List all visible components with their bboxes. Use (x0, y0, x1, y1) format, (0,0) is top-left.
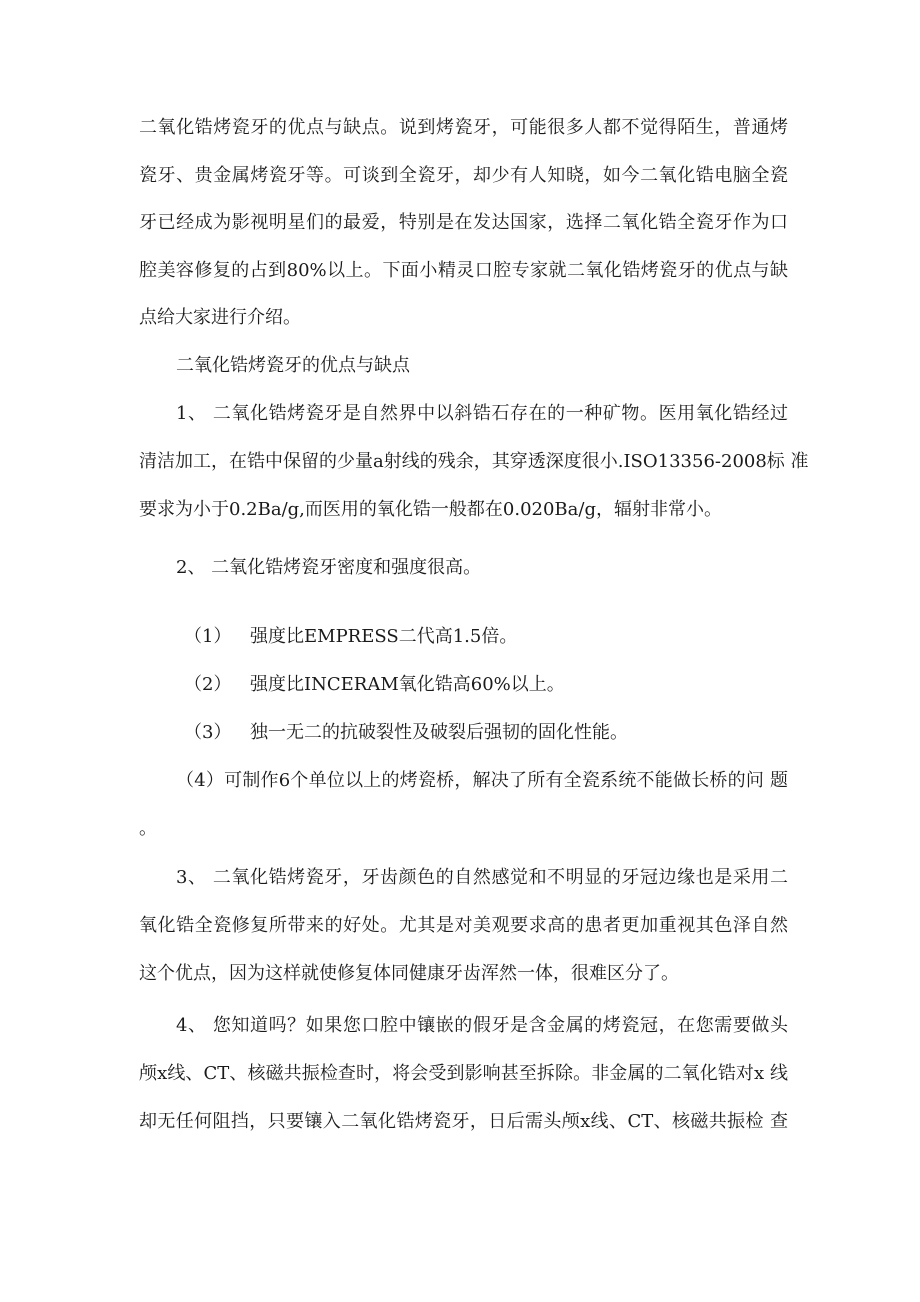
text-line: 3、 二氧化锆烤瓷牙，牙齿颜色的自然感觉和不明显的牙冠边缘也是采用二 (176, 867, 788, 888)
text-line: 颅x线、CT、核磁共振检查时，将会受到影响甚至拆除。非金属的二氧化锆对x 线 (139, 1063, 788, 1084)
sub-item-number: （2） (184, 674, 232, 695)
sub-item-number: （3） (184, 722, 232, 743)
text-line: 1、 二氧化锆烤瓷牙是自然界中以斜锆石存在的一种矿物。医用氧化锆经过 (176, 403, 788, 424)
text-line: 氧化锆全瓷修复所带来的好处。尤其是对美观要求高的患者更加重视其色泽自然 (139, 915, 788, 936)
sub-item-4-text: （4）可制作6个单位以上的烤瓷桥，解决了所有全瓷系统不能做长桥的问 题 (176, 770, 788, 791)
text-line: 却无任何阻挡，只要镶入二氧化锆烤瓷牙，日后需头颅x线、CT、核磁共振检 查 (139, 1111, 788, 1132)
text-line: 点给大家进行介绍。 (139, 307, 301, 328)
sub-item-text: 强度比INCERAM氧化锆高60%以上。 (250, 674, 565, 695)
sub-item-text: 独一无二的抗破裂性及破裂后强韧的固化性能。 (250, 722, 628, 743)
sub-item-text: 强度比EMPRESS二代高1.5倍。 (250, 626, 518, 647)
text-line: 牙已经成为影视明星们的最爱，特别是在发达国家，选择二氧化锆全瓷牙作为口 (139, 212, 788, 233)
sub-item-4-tail: 。 (139, 818, 157, 839)
text-line: 4、 您知道吗？如果您口腔中镶嵌的假牙是含金属的烤瓷冠，在您需要做头 (176, 1015, 788, 1036)
text-line: 二氧化锆烤瓷牙的优点与缺点。说到烤瓷牙，可能很多人都不觉得陌生，普通烤 (139, 117, 788, 138)
section-heading: 二氧化锆烤瓷牙的优点与缺点 (176, 355, 410, 376)
text-line: 清洁加工，在锆中保留的少量a射线的残余，其穿透深度很小.ISO13356-2008标 准 (139, 451, 809, 472)
text-line: 瓷牙、贵金属烤瓷牙等。可谈到全瓷牙，却少有人知晓，如今二氧化锆电脑全瓷 (139, 165, 788, 186)
sub-item-number: （1） (184, 626, 232, 647)
point-2-paragraph: 2、 二氧化锆烤瓷牙密度和强度很高。 (176, 557, 482, 578)
text-line: 要求为小于0.2Ba/g,而医用的氧化锆一般都在0.020Ba/g，辐射非常小。 (139, 499, 722, 520)
text-line: 这个优点，因为这样就使修复体同健康牙齿浑然一体，很难区分了。 (139, 963, 679, 984)
text-line: 腔美容修复的占到80%以上。下面小精灵口腔专家就二氧化锆烤瓷牙的优点与缺 (139, 260, 788, 281)
